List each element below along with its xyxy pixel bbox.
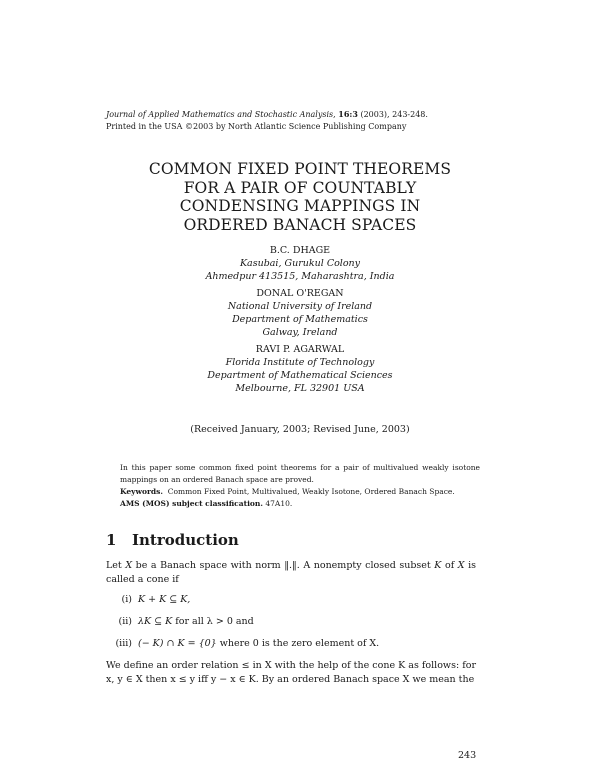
- journal-header: [106, 108, 428, 133]
- abstract-text: In this paper some common fixed point theorems for a pair of multivalued weakly isotone mappings on an ordered Banach space are proved.: [120, 463, 480, 484]
- author-affiliation: Department of Mathematical Sciences: [207, 370, 393, 381]
- journal-name: Journal of Applied Mathematics and Stochastic Analysis,: [106, 110, 336, 119]
- list-item: (iii) (− K) ∩ K = {0} where 0 is the zero element of X.: [115, 638, 380, 649]
- author-affiliation: National University of Ireland: [227, 301, 373, 312]
- author-affiliation: Galway, Ireland: [262, 327, 338, 338]
- section-title: Introduction: [132, 531, 239, 549]
- title-line: ORDERED BANACH SPACES: [183, 215, 417, 234]
- author-affiliation: Florida Institute of Technology: [225, 357, 375, 368]
- cone-conditions: [106, 593, 476, 651]
- keywords-text: Common Fixed Point, Multivalued, Weakly Isotone, Ordered Banach Space.: [167, 487, 455, 496]
- list-item: (ii) λK ⊆ K for all λ > 0 and: [118, 616, 254, 627]
- received-dates: (Received January, 2003; Revised June, 2003): [190, 424, 410, 435]
- abstract: [120, 462, 480, 510]
- page-number: 243: [458, 750, 477, 761]
- author-affiliation: Department of Mathematics: [232, 314, 368, 325]
- list-item: (i) K + K ⊆ K,: [121, 594, 191, 605]
- author-block: [0, 343, 600, 395]
- author-affiliation: Ahmedpur 413515, Maharashtra, India: [205, 271, 395, 282]
- keywords: [120, 486, 480, 498]
- author-list: [0, 244, 600, 399]
- ams-label: AMS (MOS) subject classification.: [120, 499, 263, 508]
- keywords-label: Keywords.: [120, 487, 163, 496]
- author-name: B.C. DHAGE: [269, 245, 331, 256]
- section-number: 1: [106, 531, 117, 549]
- author-name: RAVI P. AGARWAL: [255, 344, 345, 355]
- printed-line: Printed in the USA ©2003 by North Atlantic Science Publishing Company: [106, 122, 407, 131]
- author-name: DONAL O'REGAN: [256, 288, 344, 299]
- title-line: FOR A PAIR OF COUNTABLY: [183, 178, 417, 197]
- ams-classification: [120, 498, 480, 510]
- author-affiliation: Melbourne, FL 32901 USA: [235, 383, 365, 394]
- paper-title: [0, 160, 600, 234]
- body-text: [106, 559, 476, 687]
- author-block: [0, 244, 600, 283]
- paragraph: Let X be a Banach space with norm ‖.‖. A nonempty closed subset K of X is called a cone if: [106, 560, 477, 585]
- journal-volume: 16:3: [338, 109, 358, 119]
- journal-details: (2003), 243-248.: [357, 110, 428, 119]
- author-block: [0, 287, 600, 339]
- title-line: CONDENSING MAPPINGS IN: [179, 197, 421, 215]
- author-affiliation: Kasubai, Gurukul Colony: [239, 258, 361, 269]
- ams-value: 47A10.: [265, 499, 293, 508]
- section-heading: [106, 531, 239, 549]
- title-line: COMMON FIXED POINT THEOREMS: [148, 160, 452, 178]
- paragraph: We define an order relation ≤ in X with the help of the cone K as follows: for x, y ∈ X then x ≤ y iff y − x ∈ K. By an ordered Banach space X we mean the: [106, 660, 476, 685]
